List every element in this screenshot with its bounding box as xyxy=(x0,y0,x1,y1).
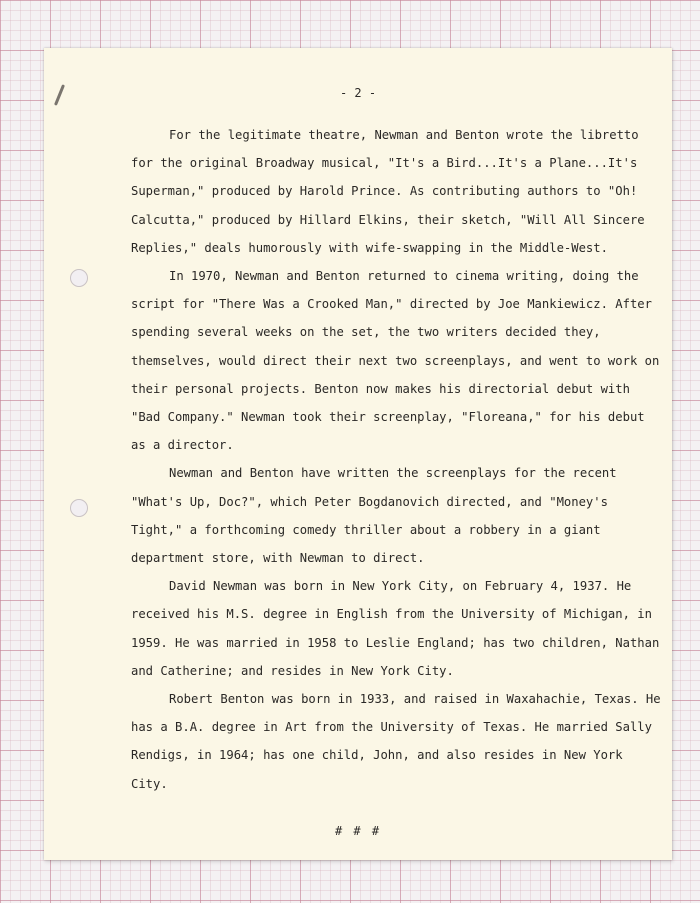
end-mark: # # # xyxy=(334,824,382,838)
document-page xyxy=(44,48,672,860)
body-text xyxy=(131,121,661,798)
page-number: - 2 - xyxy=(339,86,377,100)
paragraph-screenplays: Newman and Benton have written the screenplays for the recent "What's Up, Doc?", which Peter Bogdanovich directed, and "Money's Tight," a forthcoming comedy thriller about a robbery in a giant department store, with Newman to direct. xyxy=(131,466,617,566)
punch-hole xyxy=(70,499,88,517)
paragraph-theatre: For the legitimate theatre, Newman and Benton wrote the libretto for the original Broadway musical, "It's a Bird...It's a Plane...It's Superman," produced by Harold Prince. As contributing authors to "Oh! Calcutta," produced by Hillard Elkins, their sketch, "Will All Sincere Replies," deals humorously with wife-swapping in the Middle-West. xyxy=(131,128,645,255)
paragraph-benton-bio: Robert Benton was born in 1933, and raised in Waxahachie, Texas. He has a B.A. degree in Art from the University of Texas. He married Sally Rendigs, in 1964; has one child, John, and also resides in New York City. xyxy=(131,692,661,791)
paragraph-cinema: In 1970, Newman and Benton returned to cinema writing, doing the script for "There Was a Crooked Man," directed by Joe Mankiewicz. After spending several weeks on the set, the two writers decided they, themselves, would direct their next two screenplays, and went to work on their personal projects. Benton now makes his directorial debut with "Bad Company." Newman took their screenplay, "Floreana," for his debut as a director. xyxy=(131,269,660,453)
punch-hole xyxy=(70,269,88,287)
paragraph-newman-bio: David Newman was born in New York City, on February 4, 1937. He received his M.S. degree in English from the University of Michigan, in 1959. He was married in 1958 to Leslie England; has two children, Nathan and Catherine; and resides in New York City. xyxy=(131,579,660,678)
